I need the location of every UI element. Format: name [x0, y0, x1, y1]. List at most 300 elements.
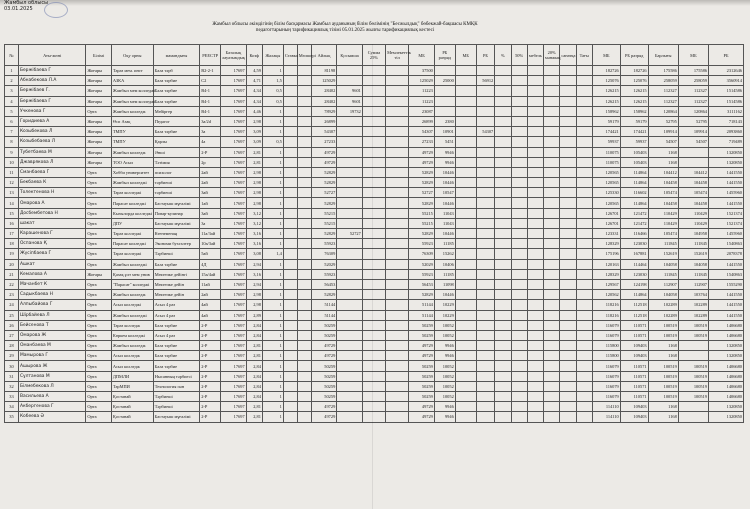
table-cell [560, 412, 576, 422]
table-cell [495, 86, 511, 96]
table-cell: 9946 [434, 147, 455, 157]
table-cell [362, 351, 385, 361]
table-cell [283, 392, 297, 402]
table-cell: 52795 [678, 116, 708, 126]
table-row [5, 310, 744, 320]
table-cell: Козыбебаева Л [18, 137, 85, 147]
table-cell [476, 137, 495, 147]
table-cell: 3 [5, 86, 19, 96]
table-cell: ТОО Асыл [111, 157, 153, 167]
table-cell: 3a/2d [200, 116, 221, 126]
table-cell [527, 310, 543, 320]
table-cell: 2,98 [246, 167, 262, 177]
table-cell: 11098 [434, 279, 455, 289]
table-cell: 26 [5, 320, 19, 330]
table-cell: 52829 [409, 167, 435, 177]
table-cell: 120565 [592, 198, 620, 208]
table-cell [362, 239, 385, 249]
table-cell [386, 249, 409, 259]
table-cell: 1 [262, 239, 283, 249]
table-cell [337, 116, 363, 126]
table-row [5, 249, 744, 259]
table-cell: 28 [5, 341, 19, 351]
table-cell: Акбергенова Г [18, 402, 85, 412]
stamp-line-1: Жамбыл облысы [4, 0, 49, 6]
table-cell: В4-1 [200, 86, 221, 96]
table-cell: 2,98 [246, 178, 262, 188]
table-cell [495, 239, 511, 249]
table-cell: 128329 [592, 239, 620, 249]
table-cell [297, 259, 311, 269]
table-cell [476, 300, 495, 310]
table-cell: 2,84 [246, 381, 262, 391]
table-cell: 54507 [648, 137, 678, 147]
table-cell: Мектепке дейін [153, 279, 199, 289]
table-cell [362, 402, 385, 412]
table-cell [386, 351, 409, 361]
table-cell [362, 259, 385, 269]
table-cell: Асыл колледж [111, 361, 153, 371]
table-cell [455, 157, 476, 167]
table-cell: 4,34 [246, 96, 262, 106]
table-cell [511, 351, 527, 361]
table-cell: 102289 [678, 300, 708, 310]
table-cell: ТМПУ [111, 127, 153, 137]
table-cell: 3a [200, 127, 221, 137]
table-cell: 17697 [221, 402, 247, 412]
table-cell [544, 259, 560, 269]
table-cell [283, 208, 297, 218]
table-cell: 1320850 [709, 412, 744, 422]
table-cell: 24 [5, 300, 19, 310]
table-cell: 17697 [221, 208, 247, 218]
table-cell: 182726 [620, 66, 648, 76]
table-cell: С2 [200, 76, 221, 86]
table-cell [576, 310, 592, 320]
table-cell [386, 290, 409, 300]
table-cell: 104458 [648, 178, 678, 188]
table-cell: Абнабекова Л.А [18, 76, 85, 86]
table-cell [576, 249, 592, 259]
table-cell [527, 198, 543, 208]
table-cell: Орта [86, 402, 112, 412]
table-cell [527, 157, 543, 167]
table-cell: 3111162 [709, 106, 744, 116]
table-cell: Омарова Ж [18, 330, 85, 340]
table-cell [527, 361, 543, 371]
table-cell [362, 412, 385, 422]
table-cell [511, 96, 527, 106]
table-cell: 2,81 [246, 147, 262, 157]
table-cell: 55923 [311, 269, 337, 279]
table-cell [527, 96, 543, 106]
table-cell: 55215 [311, 208, 337, 218]
table-cell: 111845 [648, 239, 678, 249]
table-cell [511, 361, 527, 371]
table-cell: 115800 [592, 351, 620, 361]
table-cell: Кызылорда колледжі [111, 208, 153, 218]
table-cell [476, 218, 495, 228]
table-cell: 1320850 [709, 157, 744, 167]
table-cell [527, 178, 543, 188]
table-cell [511, 86, 527, 96]
table-cell: 114864 [620, 167, 648, 177]
table-cell: 13 [5, 188, 19, 198]
table-cell: 28402 [311, 86, 337, 96]
table-cell: 2,89 [246, 310, 262, 320]
table-cell: 1320850 [709, 341, 744, 351]
table-cell [495, 249, 511, 259]
table-cell [337, 66, 363, 76]
table-cell [511, 178, 527, 188]
table-cell [455, 188, 476, 198]
table-cell [434, 86, 455, 96]
table-cell [544, 66, 560, 76]
table-cell: 110571 [620, 371, 648, 381]
table-cell [476, 116, 495, 126]
table-cell: 59937 [620, 137, 648, 147]
table-cell [455, 290, 476, 300]
table-cell [283, 259, 297, 269]
table-cell: Жамбыл колледж [111, 147, 153, 157]
table-cell: 51144 [409, 310, 435, 320]
table-cell [476, 279, 495, 289]
table-cell: Ктенеменаң [153, 229, 199, 239]
table-cell [495, 381, 511, 391]
table-cell: 17697 [221, 127, 247, 137]
table-cell [544, 86, 560, 96]
table-cell: 1 [262, 279, 283, 289]
table-cell: 14 [5, 198, 19, 208]
table-cell [511, 147, 527, 157]
table-cell: 109403 [620, 341, 648, 351]
table-cell [283, 229, 297, 239]
table-cell [455, 218, 476, 228]
table-cell: Орта [86, 188, 112, 198]
table-cell [495, 229, 511, 239]
table-cell: 17697 [221, 300, 247, 310]
table-row [5, 269, 744, 279]
table-cell: 31 [5, 371, 19, 381]
table-cell [297, 198, 311, 208]
table-cell: 109914 [648, 127, 678, 137]
column-header: РБ [476, 45, 495, 66]
table-cell: 10446 [434, 198, 455, 208]
table-cell: 1521374 [709, 208, 744, 218]
table-cell: Жамбыл колледжі [111, 178, 153, 188]
table-cell: 17697 [221, 86, 247, 96]
table-cell: 167881 [620, 249, 648, 259]
table-cell: Кемалова А [18, 269, 85, 279]
table-cell [576, 157, 592, 167]
table-row [5, 371, 744, 381]
column-header: Аты-жөні [18, 45, 85, 66]
table-cell [511, 279, 527, 289]
table-cell: 49729 [409, 157, 435, 167]
table-cell: Оманбаева М [18, 341, 85, 351]
table-cell: 28402 [311, 96, 337, 106]
table-cell: 54307 [409, 127, 435, 137]
table-cell: 116079 [592, 361, 620, 371]
table-row [5, 218, 744, 228]
table-cell: 2,98 [246, 116, 262, 126]
table-cell: 2ай [200, 167, 221, 177]
table-cell: 1441550 [709, 259, 744, 269]
table-cell [527, 300, 543, 310]
table-cell: 100519 [648, 371, 678, 381]
table-cell: 124198 [620, 279, 648, 289]
table-cell [386, 341, 409, 351]
table-cell: 1 [262, 208, 283, 218]
table-cell: 1 [262, 402, 283, 412]
table-cell: 30 [5, 361, 19, 371]
table-cell [544, 127, 560, 137]
table-cell: 9601 [337, 96, 363, 106]
table-cell: 5ай [200, 249, 221, 259]
table-cell [560, 290, 576, 300]
table-cell: 10052 [434, 330, 455, 340]
table-cell [576, 392, 592, 402]
table-cell: Орта [86, 300, 112, 310]
table-cell: 19 [5, 249, 19, 259]
table-cell: 4а [200, 137, 221, 147]
table-cell: Ашырова Ж [18, 361, 85, 371]
table-cell: 2,84 [246, 320, 262, 330]
table-cell: Мектепке дейін [153, 290, 199, 300]
column-header: Сумма 25% [362, 45, 385, 66]
table-cell: 118216 [592, 300, 620, 310]
table-cell [495, 371, 511, 381]
table-cell: 1 [262, 259, 283, 269]
table-cell: 1406680 [709, 361, 744, 371]
table-cell: 105474 [648, 229, 678, 239]
table-cell: 2,81 [246, 351, 262, 361]
table-cell [386, 229, 409, 239]
table-cell: 104458 [678, 178, 708, 188]
table-cell: 103764 [678, 290, 708, 300]
column-header: МБ [455, 45, 476, 66]
table-cell [511, 66, 527, 76]
table-cell [337, 310, 363, 320]
approval-stamp [4, 0, 124, 22]
table-cell: 1455960 [709, 188, 744, 198]
table-cell [455, 320, 476, 330]
table-cell: 17697 [221, 412, 247, 422]
table-cell [337, 402, 363, 412]
table-cell [511, 392, 527, 402]
table-cell: 4,71 [246, 76, 262, 86]
table-cell [283, 116, 297, 126]
table-cell [560, 167, 576, 177]
table-row [5, 320, 744, 330]
table-cell [283, 76, 297, 86]
table-cell [576, 76, 592, 86]
table-cell [283, 137, 297, 147]
table-cell [283, 239, 297, 249]
table-cell [455, 392, 476, 402]
table-row [5, 188, 744, 198]
table-cell [511, 127, 527, 137]
table-row [5, 86, 744, 96]
table-cell: 10052 [434, 392, 455, 402]
table-cell: Бала тәрбие [153, 76, 199, 86]
table-cell [283, 320, 297, 330]
table-cell [337, 381, 363, 391]
table-cell: 100519 [648, 392, 678, 402]
table-cell [560, 218, 576, 228]
stamp-date: 03.01.2025 [4, 6, 33, 12]
table-cell: 11ай [200, 279, 221, 289]
table-row [5, 412, 744, 422]
table-cell: 10229 [434, 310, 455, 320]
table-cell: Повар-кулинар [153, 208, 199, 218]
table-cell: 17697 [221, 320, 247, 330]
table-cell: 129567 [592, 279, 620, 289]
table-cell: Бала тәрбие [153, 320, 199, 330]
table-cell [337, 412, 363, 422]
table-cell [576, 269, 592, 279]
table-cell [527, 229, 543, 239]
table-cell [362, 157, 385, 167]
table-row [5, 351, 744, 361]
table-cell: 105403 [620, 157, 648, 167]
table-cell: 1168 [648, 402, 678, 412]
table-cell: Білмебекова Л [18, 381, 85, 391]
table-cell [544, 157, 560, 167]
table-cell: Сманбаева Г [18, 167, 85, 177]
table-cell [576, 66, 592, 76]
table-cell: 2ай [200, 290, 221, 300]
table-cell [455, 279, 476, 289]
table-cell [527, 290, 543, 300]
table-cell [476, 147, 495, 157]
table-cell [283, 300, 297, 310]
table-cell [544, 412, 560, 422]
table-cell: 109914 [678, 127, 708, 137]
table-cell: 114464 [620, 259, 648, 269]
table-cell [337, 127, 363, 137]
table-cell: 1441550 [709, 310, 744, 320]
table-cell: 174421 [620, 127, 648, 137]
table-cell: 52829 [409, 229, 435, 239]
table-cell: 51144 [311, 310, 337, 320]
table-cell [527, 412, 543, 422]
table-cell [283, 412, 297, 422]
table-cell [527, 239, 543, 249]
table-cell [476, 392, 495, 402]
table-cell: 9601 [337, 86, 363, 96]
table-header-row [5, 45, 744, 66]
table-cell: 1168 [648, 351, 678, 361]
table-cell [297, 96, 311, 106]
table-cell: 1320850 [709, 351, 744, 361]
table-cell [455, 341, 476, 351]
column-header: мебель [527, 45, 543, 66]
table-cell [455, 198, 476, 208]
column-header: % [495, 45, 511, 66]
table-cell [362, 137, 385, 147]
table-cell [544, 330, 560, 340]
table-cell: 104058 [648, 290, 678, 300]
table-cell [476, 259, 495, 269]
table-cell [337, 320, 363, 330]
table-cell [495, 351, 511, 361]
table-cell: 110429 [678, 208, 708, 218]
table-cell [476, 341, 495, 351]
table-cell [511, 381, 527, 391]
table-cell [337, 392, 363, 402]
table-cell: 50259 [311, 371, 337, 381]
table-cell: 1 [5, 66, 19, 76]
table-cell [544, 381, 560, 391]
table-cell: 2-Р [200, 402, 221, 412]
table-cell [386, 178, 409, 188]
table-cell: 175586 [678, 66, 708, 76]
table-cell: 1406680 [709, 371, 744, 381]
table-cell [337, 147, 363, 157]
table-cell: 11185 [434, 269, 455, 279]
column-header: 50% [511, 45, 527, 66]
table-cell: 17697 [221, 157, 247, 167]
table-cell [527, 116, 543, 126]
table-cell: 10052 [434, 371, 455, 381]
table-cell: 4,59 [246, 66, 262, 76]
table-cell: 104412 [648, 167, 678, 177]
table-cell: 1406680 [709, 381, 744, 391]
table-cell: Орта [86, 198, 112, 208]
table-cell [527, 269, 543, 279]
table-cell: Бержібаев Г. [18, 86, 85, 96]
table-cell: 719489 [709, 137, 744, 147]
seal-icon [44, 2, 68, 18]
table-cell: Асыл 4 раз [153, 330, 199, 340]
table-cell: 1555290 [709, 279, 744, 289]
table-cell [297, 208, 311, 218]
table-cell: Көркем колледжі [111, 330, 153, 340]
table-cell: 55215 [409, 218, 435, 228]
table-cell: 9946 [434, 402, 455, 412]
table-cell [434, 106, 455, 116]
table-cell: 17697 [221, 229, 247, 239]
table-cell: Бала тәрбие [153, 259, 199, 269]
table-cell: 11223 [409, 96, 435, 106]
table-cell [511, 402, 527, 412]
table-cell: 110429 [678, 218, 708, 228]
table-cell: Карашенова Г [18, 229, 85, 239]
table-cell: 1406680 [709, 392, 744, 402]
table-cell [476, 66, 495, 76]
table-cell: 100519 [648, 320, 678, 330]
table-cell [527, 259, 543, 269]
table-cell: 2,84 [246, 330, 262, 340]
table-cell [544, 290, 560, 300]
table-row [5, 290, 744, 300]
table-cell [455, 116, 476, 126]
table-cell: Асыл колледжі [111, 300, 153, 310]
table-cell [297, 381, 311, 391]
table-cell [337, 167, 363, 177]
table-cell: 56453 [311, 279, 337, 289]
table-cell: 3ай [200, 208, 221, 218]
column-header: МБ [592, 45, 620, 66]
table-cell [511, 341, 527, 351]
table-cell: 125330 [592, 188, 620, 198]
table-cell [297, 127, 311, 137]
table-cell [495, 218, 511, 228]
table-cell [386, 412, 409, 422]
column-header: Қосымша [337, 45, 363, 66]
table-cell: Бержібаева Г [18, 96, 85, 106]
